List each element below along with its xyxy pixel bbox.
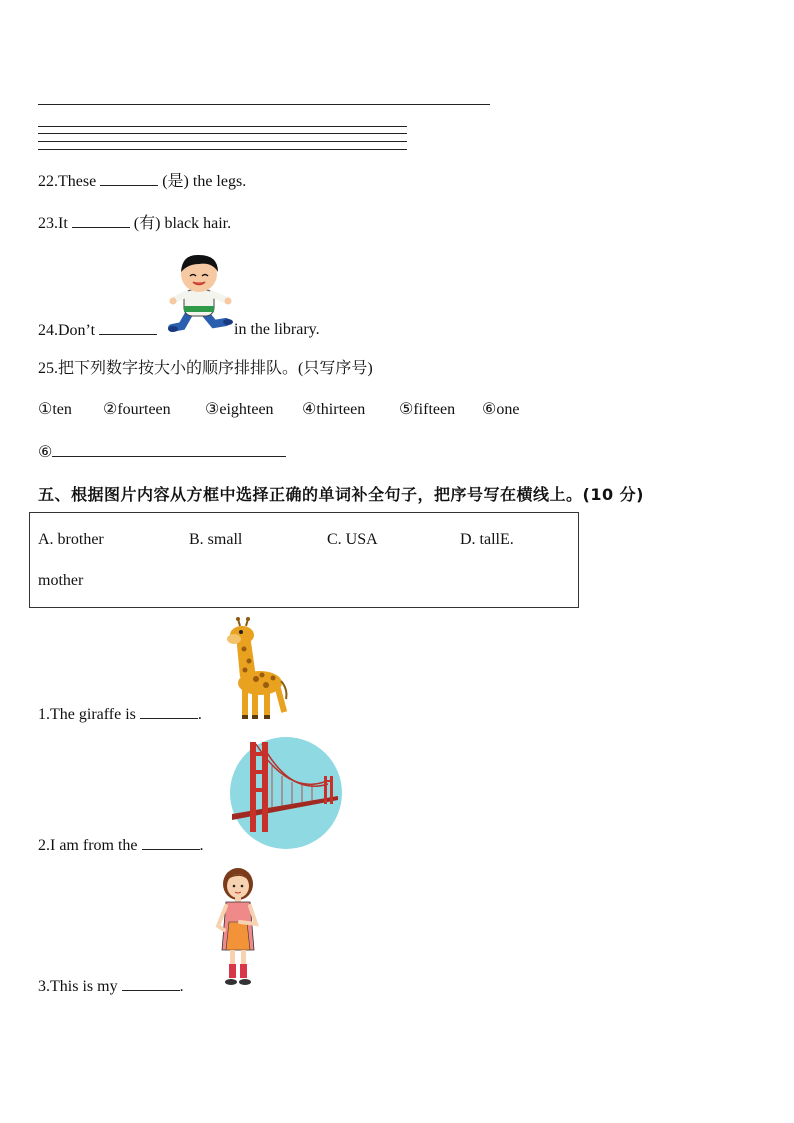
word-box [29, 512, 579, 608]
mother-illustration [212, 866, 264, 990]
answer-blank[interactable] [100, 171, 158, 186]
number-option: ④thirteen [302, 401, 366, 418]
number-option: ⑤fifteen [399, 401, 456, 418]
giraffe-illustration [226, 615, 290, 723]
question-25-answer: ⑥ [38, 442, 286, 463]
answer-blank[interactable] [99, 320, 157, 335]
running-boy-illustration [168, 250, 234, 336]
answer-line [38, 133, 407, 134]
number-option: ⑥one [482, 401, 520, 418]
word-choice: D. tallE. [460, 531, 514, 548]
answer-blank[interactable] [142, 835, 200, 850]
word-choice: B. small [189, 531, 243, 548]
answer-line [38, 141, 407, 142]
answer-blank[interactable] [52, 442, 286, 457]
question-3: 3.This is my . [38, 978, 184, 995]
answer-blank[interactable] [140, 704, 198, 719]
answer-line [38, 104, 490, 105]
section-heading: 五、根据图片内容从方框中选择正确的单词补全句子，把序号写在横线上。(10 分) [38, 485, 644, 504]
answer-line [38, 149, 407, 150]
answer-blank[interactable] [122, 976, 180, 991]
question-25-prompt: 25.把下列数字按大小的顺序排排队。(只写序号) [38, 360, 373, 377]
number-option: ③eighteen [205, 401, 274, 418]
question-2: 2.I am from the . [38, 837, 204, 854]
word-choice: C. USA [327, 531, 378, 548]
word-choice: A. brother [38, 531, 104, 548]
question-24: 24.Don’t [38, 320, 157, 341]
question-23: 23.It (有) black hair. [38, 215, 232, 232]
question-22: 22.These (是) the legs. [38, 173, 247, 190]
answer-line [38, 126, 407, 127]
answer-blank[interactable] [72, 213, 130, 228]
word-choice: mother [38, 572, 84, 589]
golden-gate-bridge-illustration [228, 736, 344, 852]
number-option: ①ten [38, 401, 72, 418]
number-option: ②fourteen [103, 401, 171, 418]
question-24-ending: in the library. [234, 321, 320, 338]
question-1: 1.The giraffe is . [38, 706, 202, 723]
